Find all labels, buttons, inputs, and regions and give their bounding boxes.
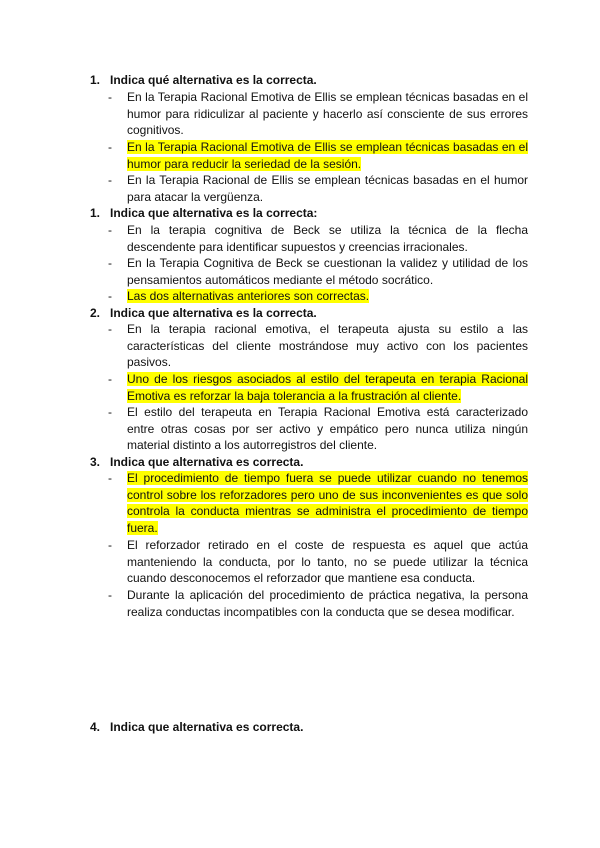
answer-option	[108, 404, 528, 454]
answer-option-correct	[108, 288, 528, 305]
question-heading	[90, 72, 530, 88]
question-heading	[90, 305, 530, 321]
bullet-dash: -	[108, 471, 112, 485]
bullet-dash: -	[108, 405, 112, 419]
question-number: 1.	[90, 73, 101, 87]
answer-option	[108, 172, 528, 205]
answer-text: El reforzador retirado en el coste de respuesta es aquel que actúa manteniendo la conducta, por lo tanto, no se puede utilizar la técnica cuando desconocemos el reforzador que mantiene esa conducta.	[127, 538, 528, 586]
answer-option	[108, 222, 528, 255]
answer-text: Durante la aplicación del procedimiento de práctica negativa, la persona realiza conductas incompatibles con la conducta que se desea modificar.	[127, 588, 528, 619]
bullet-dash: -	[108, 588, 112, 602]
bullet-dash: -	[108, 140, 112, 154]
answer-text: En la terapia cognitiva de Beck se utiliza la técnica de la flecha descendente para identificar supuestos y creencias irracionales.	[127, 223, 528, 254]
question-number: 1.	[90, 206, 101, 220]
answer-option-correct	[108, 470, 528, 536]
question-title: Indica que alternativa es la correcta:	[110, 206, 318, 220]
answer-text-highlighted: Uno de los riesgos asociados al estilo del terapeuta en terapia Racional Emotiva es reforzar la baja tolerancia a la frustración al cliente.	[127, 372, 528, 403]
answer-text: En la Terapia Racional Emotiva de Ellis se emplean técnicas basadas en el humor para ridiculizar al paciente y hacerlo así consciente de sus errores cognitivos.	[127, 90, 528, 138]
answer-option-correct	[108, 371, 528, 404]
question-heading	[90, 719, 530, 735]
bullet-dash: -	[108, 289, 112, 303]
question-title: Indica que alternativa es correcta.	[110, 720, 304, 734]
question-number: 4.	[90, 720, 101, 734]
question-title: Indica que alternativa es correcta.	[110, 455, 304, 469]
answer-option-correct	[108, 139, 528, 172]
question-title: Indica qué alternativa es la correcta.	[110, 73, 317, 87]
bullet-dash: -	[108, 90, 112, 104]
answer-text: En la Terapia Cognitiva de Beck se cuestionan la validez y utilidad de los pensamientos automáticos mediante el método socrático.	[127, 256, 528, 287]
bullet-dash: -	[108, 223, 112, 237]
question-heading	[90, 205, 530, 221]
answer-option	[108, 321, 528, 371]
answer-option	[108, 587, 528, 620]
bullet-dash: -	[108, 322, 112, 336]
answer-text: En la terapia racional emotiva, el terapeuta ajusta su estilo a las características del cliente mostrándose muy activo con los pacientes pasivos.	[127, 322, 528, 370]
bullet-dash: -	[108, 173, 112, 187]
bullet-dash: -	[108, 256, 112, 270]
answer-text-highlighted: En la Terapia Racional Emotiva de Ellis se emplean técnicas basadas en el humor para reducir la seriedad de la sesión.	[127, 140, 528, 171]
question-number: 3.	[90, 455, 101, 469]
question-number: 2.	[90, 306, 101, 320]
bullet-dash: -	[108, 538, 112, 552]
question-title: Indica que alternativa es la correcta.	[110, 306, 317, 320]
answer-text-highlighted: El procedimiento de tiempo fuera se puede utilizar cuando no tenemos control sobre los reforzadores pero uno de sus inconvenientes es que solo controla la conducta mientras se administra el procedimiento de tiempo fuera.	[127, 471, 528, 535]
question-heading	[90, 454, 530, 470]
bullet-dash: -	[108, 372, 112, 386]
answer-option	[108, 89, 528, 139]
answer-text: En la Terapia Racional de Ellis se emplean técnicas basadas en el humor para atacar la vergüenza.	[127, 173, 528, 204]
answer-option	[108, 255, 528, 288]
answer-option	[108, 537, 528, 587]
answer-text-highlighted: Las dos alternativas anteriores son correctas.	[127, 289, 370, 303]
answer-text: El estilo del terapeuta en Terapia Racional Emotiva está caracterizado entre otras cosas por ser activo y empático pero nunca utiliza ningún material distinto a los autorregistros del cliente.	[127, 405, 528, 453]
